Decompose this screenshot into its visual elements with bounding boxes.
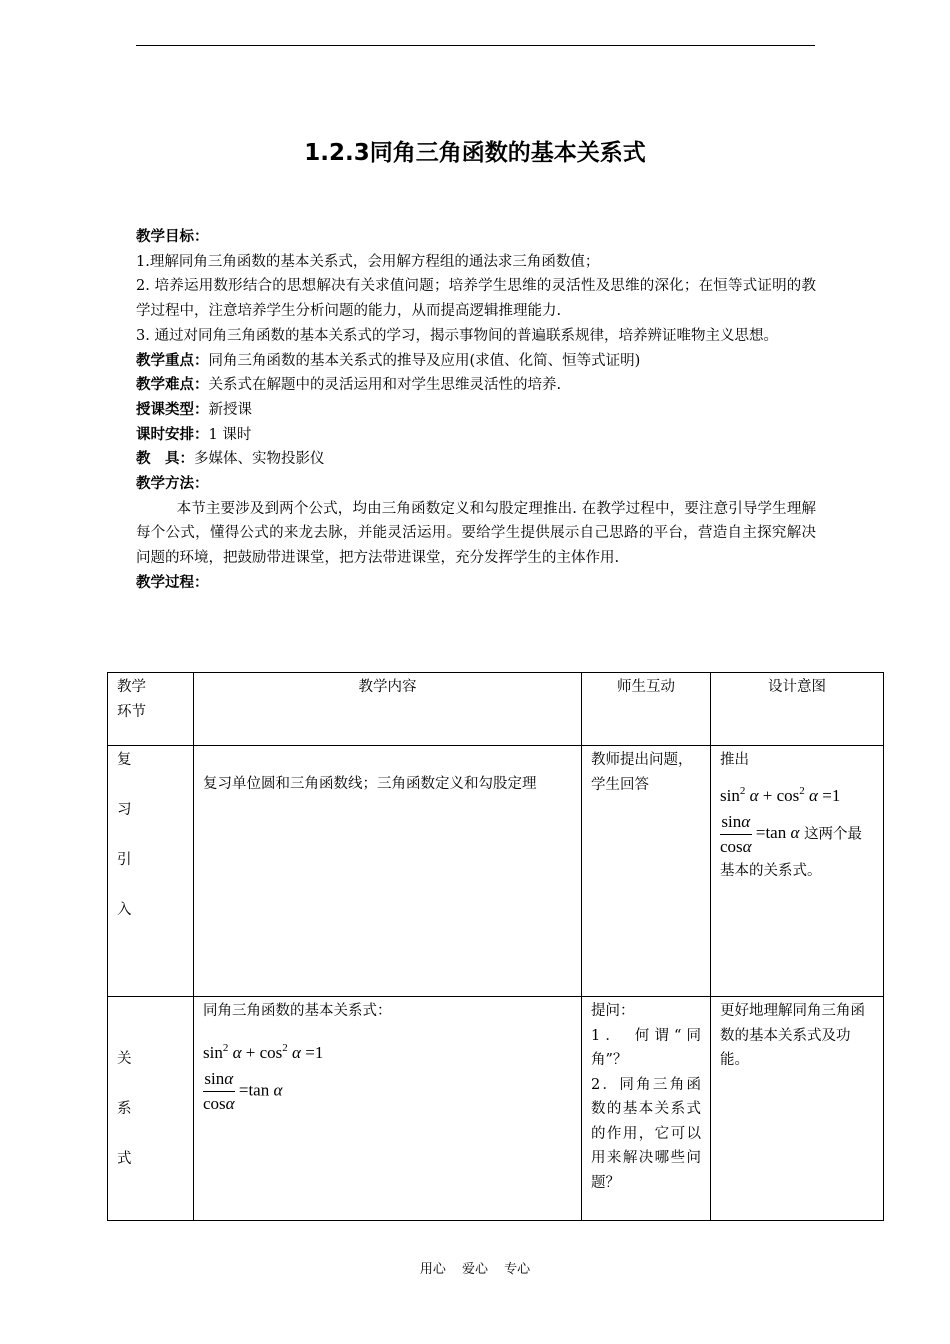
quotient-identity: $\frac{\sin\alpha}{\cos\alpha}$ =tan α — [720, 812, 800, 856]
page-title: 1.2.3同角三角函数的基本关系式 — [304, 140, 646, 166]
teaching-process-table — [107, 672, 884, 1221]
hours-label: 课时安排： — [136, 425, 209, 443]
difficulty — [136, 373, 816, 398]
lesson-type-text: 新授课 — [208, 401, 252, 418]
lesson-plan-body — [136, 225, 816, 596]
table-row — [108, 746, 884, 997]
header-interaction: 师生互动 — [582, 673, 711, 746]
pythagorean-identity: $\sin^2 \alpha + \cos^2 \alpha =1$ — [720, 784, 841, 805]
key-point — [136, 349, 816, 374]
content-review: 复习单位圆和三角函数线；三角函数定义和勾股定理 — [194, 746, 582, 997]
stage-relation: 关 系 式 — [108, 997, 194, 1221]
goal-2: 2. 培养运用数形结合的思想解决有关求值问题；培养学生思维的灵活性及思维的深化；在恒等式证明的教学过程中，注意培养学生分析问题的能力，从而提高逻辑推理能力. — [136, 278, 816, 320]
quotient-identity: $\frac{\sin\alpha}{\cos\alpha}$ =tan α — [203, 1069, 283, 1113]
goal-1: 1.理解同角三角函数的基本关系式，会用解方程组的通法求三角函数值； — [136, 253, 600, 270]
hours — [136, 423, 816, 448]
lesson-type-label: 授课类型： — [136, 400, 209, 418]
tools — [136, 447, 816, 472]
goals-label: 教学目标： — [136, 228, 209, 245]
key-point-label: 教学重点： — [136, 351, 209, 369]
pythagorean-identity: $\sin^2 \alpha + \cos^2 \alpha =1$ — [203, 1041, 324, 1062]
key-point-text: 同角三角函数的基本关系式的推导及应用(求值、化简、恒等式证明) — [208, 352, 641, 369]
lesson-type — [136, 398, 816, 423]
content-relation: 同角三角函数的基本关系式： $\sin^2 \alpha + \cos^2 \alpha =1$ $\frac{\sin\alpha}{\cos\alpha}$ =tan α — [194, 997, 582, 1221]
table-header-row — [108, 673, 884, 746]
tools-label: 教 具： — [136, 450, 194, 468]
method-label: 教学方法： — [136, 475, 209, 493]
difficulty-label: 教学难点： — [136, 376, 209, 394]
header-design: 设计意图 — [711, 673, 884, 746]
header-content: 教学内容 — [194, 673, 582, 746]
page-footer: 用心 爱心 专心 — [419, 1262, 531, 1277]
design-relation: 更好地理解同角三角函数的基本关系式及功能。 — [711, 997, 884, 1221]
hours-text: 1 课时 — [208, 426, 252, 443]
method-text: 本节主要涉及到两个公式，均由三角函数定义和勾股定理推出. 在教学过程中，要注意引导学生理解每个公式，懂得公式的来龙去脉，并能灵活运用。要给学生提供展示自己思路的平台，营造自主探究解决问题的环境，把鼓励带进课堂，把方法带进课堂，充分发挥学生的主体作用. — [136, 500, 816, 567]
goal-3: 3. 通过对同角三角函数的基本关系式的学习，揭示事物间的普遍联系规律，培养辨证唯物主义思想。 — [136, 327, 778, 344]
table-row — [108, 997, 884, 1221]
interaction-review: 教师提出问题，学生回答 — [582, 746, 711, 997]
header-stage: 教学 环节 — [108, 673, 194, 746]
stage-review: 复 习 引 入 — [108, 746, 194, 997]
difficulty-text: 关系式在解题中的灵活运用和对学生思维灵活性的培养. — [208, 377, 562, 394]
interaction-relation: 提问： 1． 何谓“同角”？ 2．同角三角函数的基本关系式的作用，它可以用来解决哪些问题？ — [582, 997, 711, 1221]
process-label: 教学过程： — [136, 573, 209, 591]
design-review: 推出 $\sin^2 \alpha + \cos^2 \alpha =1$ $\frac{\sin\alpha}{\cos\alpha}$ =tan α 这两个最基本的关系式。 — [711, 746, 884, 997]
header-rule — [136, 45, 815, 46]
tools-text: 多媒体、实物投影仪 — [194, 451, 325, 468]
